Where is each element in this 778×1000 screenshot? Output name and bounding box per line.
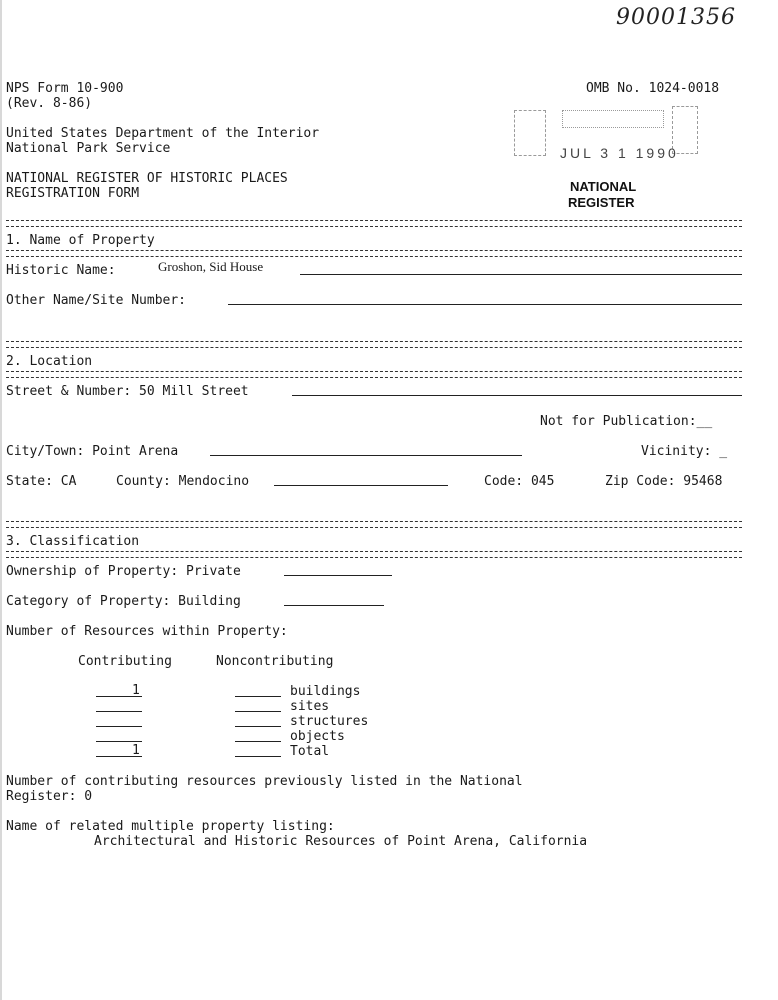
contributing-column-header: Contributing xyxy=(78,654,172,669)
ownership-field[interactable]: Ownership of Property: Private xyxy=(6,564,241,579)
noncontributing-count-line[interactable] xyxy=(235,711,281,712)
multiple-property-listing-value[interactable]: Architectural and Historic Resources of Point Arena, California xyxy=(94,834,588,849)
resource-type-label: objects xyxy=(290,729,345,744)
handwritten-reference-number: 90001356 xyxy=(616,5,736,30)
page-edge xyxy=(0,0,2,1000)
code-field[interactable]: Code: 045 xyxy=(484,474,555,489)
contributing-count-line[interactable] xyxy=(96,726,142,727)
noncontributing-count-line[interactable] xyxy=(235,756,281,757)
omb-number: OMB No. 1024-0018 xyxy=(586,81,720,96)
county-field-line xyxy=(274,485,448,486)
vicinity-field[interactable]: Vicinity: _ xyxy=(641,444,728,459)
form-revision: (Rev. 8-86) xyxy=(6,96,93,111)
city-field-line xyxy=(210,455,522,456)
section-rule xyxy=(6,341,742,348)
section-rule xyxy=(6,220,742,227)
section-1-title: 1. Name of Property xyxy=(6,233,155,248)
category-field-line xyxy=(284,605,384,606)
contributing-count-line[interactable] xyxy=(96,741,142,742)
resource-type-label: sites xyxy=(290,699,330,714)
section-rule xyxy=(6,521,742,528)
stamp-register: REGISTER xyxy=(568,195,635,210)
form-number: NPS Form 10-900 xyxy=(6,81,124,96)
stamp-date: JUL 3 1 1990 xyxy=(560,145,679,161)
historic-name-value[interactable]: Groshon, Sid House xyxy=(158,259,264,274)
noncontributing-column-header: Noncontributing xyxy=(216,654,334,669)
state-field[interactable]: State: CA xyxy=(6,474,77,489)
contributing-count-line[interactable] xyxy=(96,711,142,712)
form-title: NATIONAL REGISTER OF HISTORIC PLACES xyxy=(6,171,288,186)
resource-type-label: structures xyxy=(290,714,369,729)
street-number-field[interactable]: Street & Number: 50 Mill Street xyxy=(6,384,249,399)
city-town-field[interactable]: City/Town: Point Arena xyxy=(6,444,179,459)
multiple-property-listing-label: Name of related multiple property listing: xyxy=(6,819,335,834)
agency-name: National Park Service xyxy=(6,141,171,156)
other-name-field-line[interactable] xyxy=(228,304,742,305)
section-rule xyxy=(6,250,742,257)
noncontributing-count-line[interactable] xyxy=(235,741,281,742)
historic-name-field-line xyxy=(300,274,742,275)
previously-listed-value[interactable]: Register: 0 xyxy=(6,789,93,804)
resource-type-label: Total xyxy=(290,744,330,759)
not-for-publication-field[interactable]: Not for Publication:__ xyxy=(540,414,713,429)
form-subtitle: REGISTRATION FORM xyxy=(6,186,140,201)
contributing-count[interactable]: 1 xyxy=(132,683,140,698)
county-field[interactable]: County: Mendocino xyxy=(116,474,250,489)
department-name: United States Department of the Interior xyxy=(6,126,320,141)
stamp-national: NATIONAL xyxy=(570,179,637,194)
number-of-resources-label: Number of Resources within Property: xyxy=(6,624,288,639)
noncontributing-count-line[interactable] xyxy=(235,726,281,727)
contributing-count[interactable]: 1 xyxy=(132,743,140,758)
historic-name-label: Historic Name: xyxy=(6,263,116,278)
street-field-line xyxy=(292,395,742,396)
zip-code-field[interactable]: Zip Code: 95468 xyxy=(605,474,723,489)
stamp-faded-mark xyxy=(562,110,664,128)
category-field[interactable]: Category of Property: Building xyxy=(6,594,241,609)
ownership-field-line xyxy=(284,575,392,576)
stamp-letter-r-mark xyxy=(514,110,546,156)
section-2-title: 2. Location xyxy=(6,354,93,369)
section-rule xyxy=(6,371,742,378)
section-3-title: 3. Classification xyxy=(6,534,140,549)
section-rule xyxy=(6,551,742,558)
other-name-label: Other Name/Site Number: xyxy=(6,293,187,308)
previously-listed-label: Number of contributing resources previously listed in the National xyxy=(6,774,523,789)
noncontributing-count-line[interactable] xyxy=(235,696,281,697)
resource-type-label: buildings xyxy=(290,684,361,699)
